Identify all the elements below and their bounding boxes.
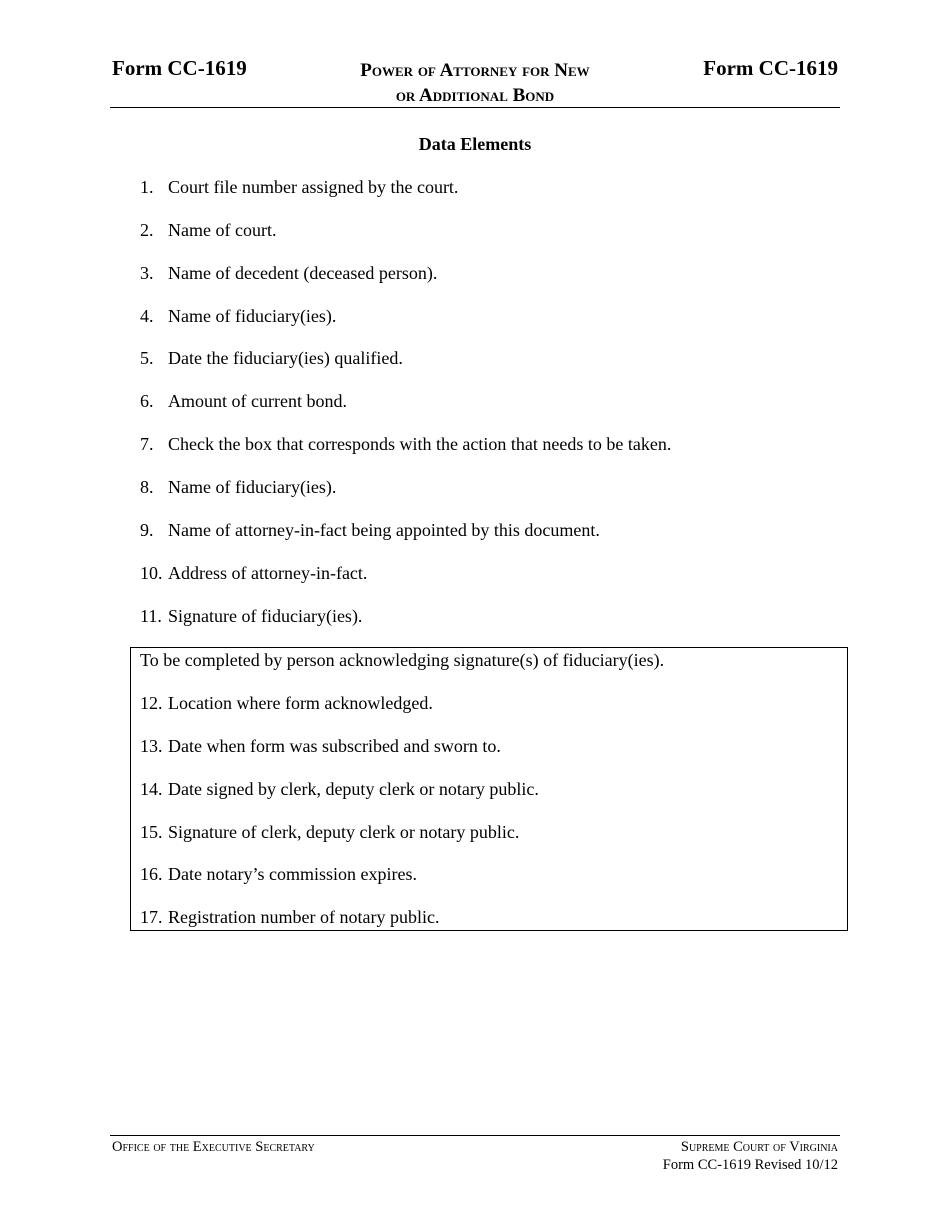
item-number: 6. <box>140 391 154 411</box>
title-line-2: or Additional Bond <box>395 85 555 106</box>
item-text: Date the fiduciary(ies) qualified. <box>168 348 403 368</box>
list-item <box>140 863 417 885</box>
form-id-left: Form CC-1619 <box>112 56 247 80</box>
list-item <box>140 476 336 498</box>
list-item <box>140 562 367 584</box>
item-number: 4. <box>140 306 154 326</box>
footer-office: Office of the Executive Secretary <box>112 1139 315 1155</box>
item-text: Amount of current bond. <box>168 391 347 411</box>
item-number: 15. <box>140 822 163 842</box>
item-text: Date signed by clerk, deputy clerk or notary public. <box>168 779 539 799</box>
list-item <box>140 605 362 627</box>
item-text: Name of decedent (deceased person). <box>168 263 438 283</box>
acknowledgment-intro: To be completed by person acknowledging signature(s) of fiduciary(ies). <box>140 650 665 670</box>
item-number: 7. <box>140 434 154 454</box>
item-text: Date when form was subscribed and sworn to. <box>168 736 501 756</box>
footer-court: Supreme Court of Virginia <box>680 1139 838 1155</box>
list-item <box>140 906 439 928</box>
item-number: 3. <box>140 263 154 283</box>
item-number: 9. <box>140 520 154 540</box>
list-item <box>140 305 336 327</box>
item-number: 12. <box>140 693 163 713</box>
header-divider <box>110 107 840 108</box>
item-text: Court file number assigned by the court. <box>168 177 459 197</box>
item-number: 1. <box>140 177 154 197</box>
item-text: Signature of clerk, deputy clerk or notary public. <box>168 822 520 842</box>
item-text: Signature of fiduciary(ies). <box>168 606 363 626</box>
item-text: Name of attorney-in-fact being appointed by this document. <box>168 520 600 540</box>
list-item <box>140 390 347 412</box>
list-item <box>140 519 600 541</box>
form-id-right: Form CC-1619 <box>703 56 838 80</box>
list-item <box>140 176 458 198</box>
item-text: Date notary’s commission expires. <box>168 864 417 884</box>
item-number: 17. <box>140 907 163 927</box>
footer-form-revision: Form CC-1619 Revised 10/12 <box>662 1157 838 1173</box>
item-text: Name of court. <box>168 220 277 240</box>
item-number: 8. <box>140 477 154 497</box>
list-item <box>140 735 501 757</box>
item-number: 16. <box>140 864 163 884</box>
footer-divider <box>110 1135 840 1136</box>
list-item <box>140 692 433 714</box>
list-item <box>140 347 403 369</box>
title-line-1: Power of Attorney for New <box>360 60 590 81</box>
item-text: Location where form acknowledged. <box>168 693 433 713</box>
item-number: 10. <box>140 563 163 583</box>
list-item <box>140 219 276 241</box>
item-number: 2. <box>140 220 154 240</box>
item-text: Address of attorney-in-fact. <box>168 563 368 583</box>
item-text: Name of fiduciary(ies). <box>168 306 337 326</box>
item-number: 5. <box>140 348 154 368</box>
item-text: Registration number of notary public. <box>168 907 440 927</box>
section-heading: Data Elements <box>418 134 532 154</box>
list-item <box>140 778 539 800</box>
list-item <box>140 433 671 455</box>
list-item <box>140 821 519 843</box>
item-text: Check the box that corresponds with the action that needs to be taken. <box>168 434 672 454</box>
item-number: 11. <box>140 606 162 626</box>
item-text: Name of fiduciary(ies). <box>168 477 337 497</box>
list-item <box>140 262 437 284</box>
item-number: 13. <box>140 736 163 756</box>
item-number: 14. <box>140 779 163 799</box>
